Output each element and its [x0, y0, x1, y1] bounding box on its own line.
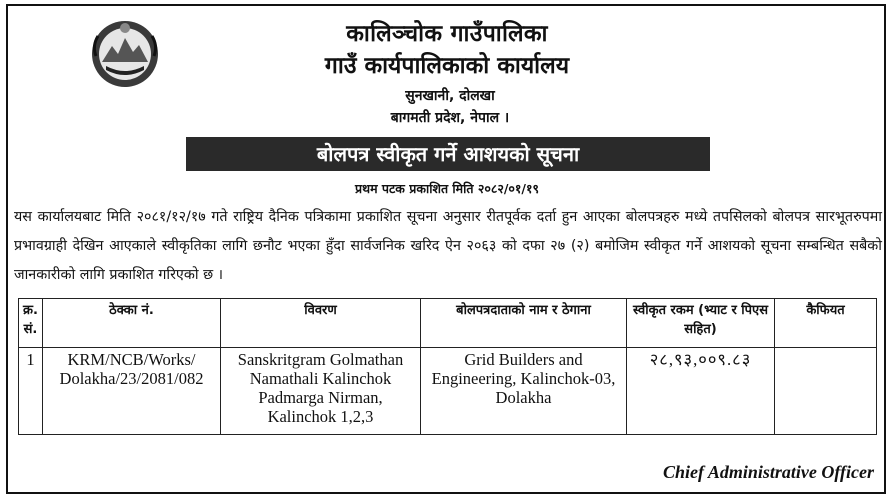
col-header-contract-no: ठेक्का नं. — [43, 299, 221, 348]
address-line-2: बागमती प्रदेश, नेपाल । — [390, 110, 510, 126]
cell-amount: २८,९३,००९.८३ — [627, 348, 775, 435]
col-header-description: विवरण — [221, 299, 421, 348]
municipality-name: कालिञ्चोक गाउँपालिका — [346, 21, 548, 47]
col-header-bidder: बोलपत्रदाताको नाम र ठेगाना — [421, 299, 627, 348]
notice-title-banner: बोलपत्र स्वीकृत गर्ने आशयको सूचना — [186, 137, 710, 171]
cell-bidder: Grid Builders and Engineering, Kalinchok-03, Dolakha — [421, 348, 627, 435]
office-name: गाउँ कार्यपालिकाको कार्यालय — [324, 53, 570, 79]
bid-award-table — [18, 298, 877, 435]
publication-date: प्रथम पटक प्रकाशित मिति २०८२/०१/१९ — [354, 181, 539, 196]
address-line-1: सुनखानी, दोलखा — [405, 88, 495, 104]
cell-remarks — [775, 348, 877, 435]
col-header-sn: क्र. सं. — [19, 299, 43, 348]
table-header-row — [19, 299, 877, 348]
cell-contract-no: KRM/NCB/Works/ Dolakha/23/2081/082 — [43, 348, 221, 435]
cell-sn: 1 — [19, 348, 43, 435]
table-row — [19, 348, 877, 435]
signatory-title: Chief Administrative Officer — [663, 462, 874, 482]
cell-description: Sanskritgram Golmathan Namathali Kalinchok Padmarga Nirman, Kalinchok 1,2,3 — [221, 348, 421, 435]
col-header-remarks: कैफियत — [775, 299, 877, 348]
notice-body-text: यस कार्यालयबाट मिति २०८१/१२/१७ गते राष्ट्रिय दैनिक पत्रिकामा प्रकाशित सूचना अनुसार रीतपूर्वक दर्ता हुन आएका बोलपत्रहरु मध्ये तपसिलको बोलपत्र सारभूतरुपमा प्रभावग्राही देखिन आएकाले स्वीकृतिका लागि छनौट भएका हुँदा सार्वजनिक खरिद ऐन २०६३ को दफा २७ (२) बमोजिम स्वीकृत गर्ने आशयको सूचना सम्बन्धित सबैको जानकारीको लागि प्रकाशित गरिएको छ । — [14, 209, 882, 283]
col-header-amount: स्वीकृत रकम (भ्याट र पिएस सहित) — [627, 299, 775, 348]
